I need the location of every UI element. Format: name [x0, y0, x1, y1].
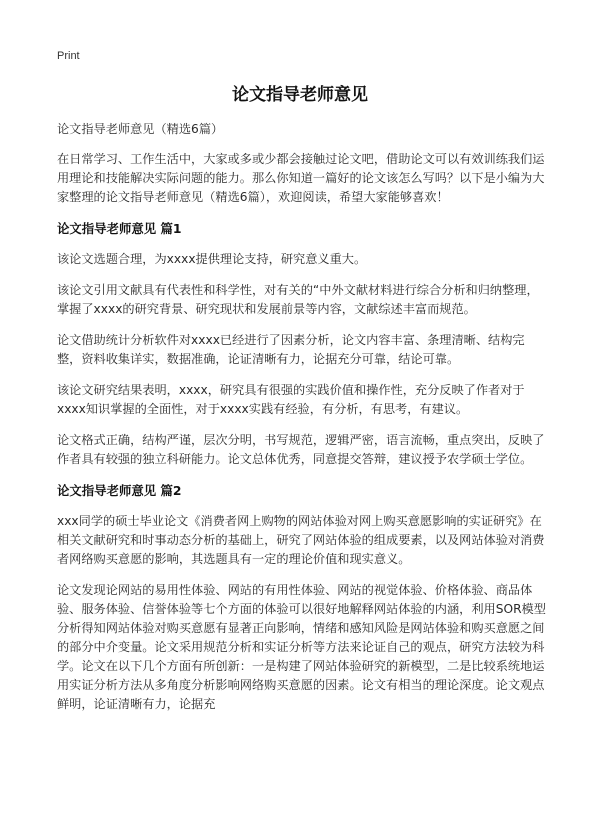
section-paragraph: 该论文选题合理，为xxxx提供理论支持，研究意义重大。 [57, 252, 367, 266]
section-paragraph: 论文格式正确，结构严谨，层次分明，书写规范，逻辑严密，语言流畅，重点突出，反映了作者具有较强的独立科研能力。论文总体优秀，同意提交答辩，建议授予农学硕士学位。 [57, 433, 545, 466]
article-subtitle: 论文指导老师意见（精选6篇） [57, 122, 224, 136]
page-title: 论文指导老师意见 [232, 85, 368, 105]
section-heading: 论文指导老师意见 篇1 [57, 221, 182, 236]
section-heading: 论文指导老师意见 篇2 [57, 483, 182, 498]
section-paragraph: 论文发现论网站的易用性体验、网站的有用性体验、网站的视觉体验、价格体验、商品体验、服务体验、信誉体验等七个方面的体验可以很好地解释网站体验的内涵，利用SOR模型分析得知网站体验对购买意愿有显著正向影响，情绪和感知风险是网站体验和购买意愿之间的部分中介变量。论文采用规范分析和实证分析等方法来论证自己的观点，研究方法较为科学。论文在以下几个方面有所创新：一是构建了网站体验研究的新模型，二是比较系统地运用实证分析方法从多角度分析影响网络购买意愿的因素。论文有相当的理论深度。论文观点鲜明，论证清晰有力，论据充 [57, 583, 546, 711]
article-body [57, 120, 547, 726]
section-paragraph: 该论文引用文献具有代表性和科学性，对有关的“中外文献材料进行综合分析和归纳整理，掌握了xxxx的研究背景、研究现状和发展前景等内容，文献综述丰富而规范。 [57, 283, 539, 316]
intro-paragraph: 在日常学习、工作生活中，大家或多或少都会接触过论文吧，借助论文可以有效训练我们运用理论和技能解决实际问题的能力。那么你知道一篇好的论文该怎么写吗？以下是小编为大家整理的论文指导老师意见（精选6篇），欢迎阅读，希望大家能够喜欢！ [57, 152, 545, 204]
section-paragraph: xxx同学的硕士毕业论文《消费者网上购物的网站体验对网上购买意愿影响的实证研究》在相关文献研究和时事动态分析的基础上，研究了网站体验的组成要素，以及网站体验对消费者网络购买意愿的影响，其选题具有一定的理论价值和现实意义。 [57, 514, 545, 566]
section-paragraph: 论文借助统计分析软件对xxxx已经进行了因素分析，论文内容丰富、条理清晰、结构完整，资料收集详实，数据准确，论证清晰有力，论据充分可靠，结论可靠。 [57, 333, 525, 366]
print-link[interactable]: Print [57, 50, 80, 62]
section-paragraph: 该论文研究结果表明，xxxx，研究具有很强的实践价值和操作性，充分反映了作者对于xxxx知识掌握的全面性，对于xxxx实践有经验，有分析，有思考，有建议。 [57, 383, 525, 416]
